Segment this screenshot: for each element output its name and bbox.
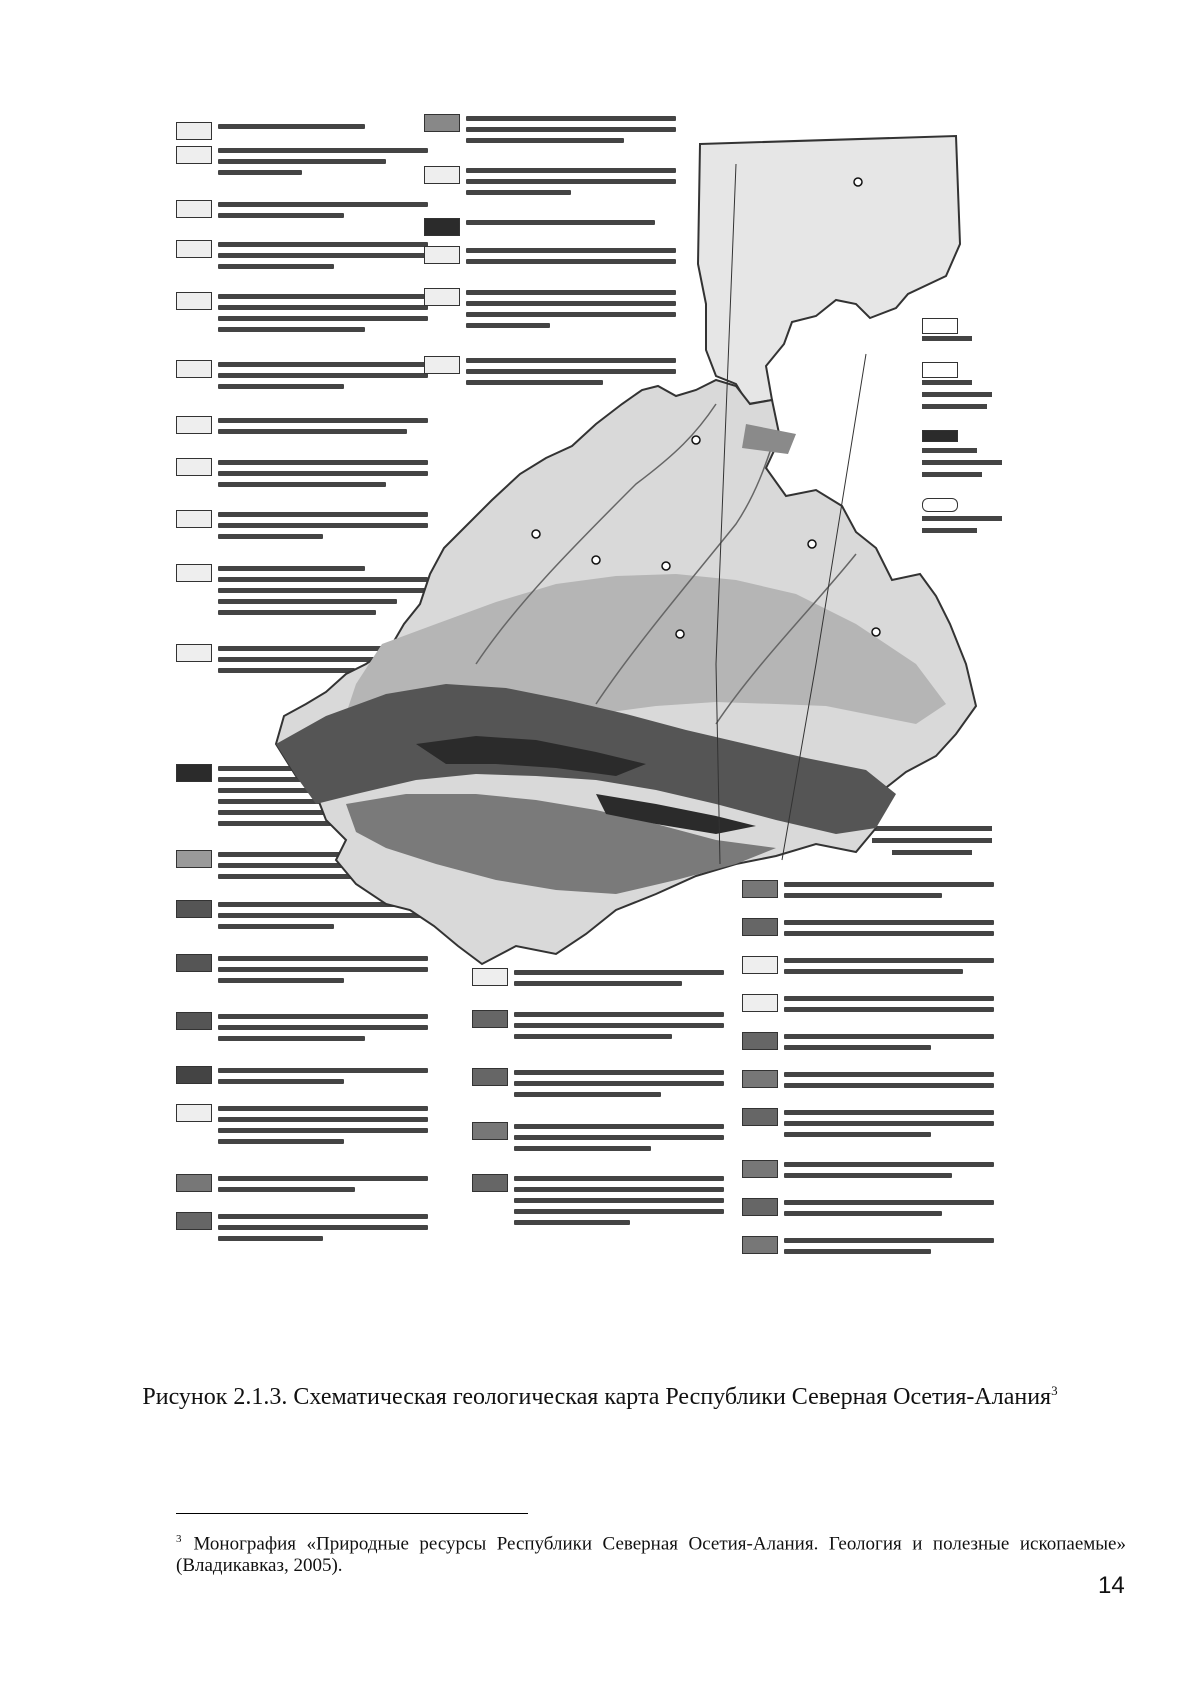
footnote-text: Монография «Природные ресурсы Республики Северная Осетия-Алания. Геология и полезные ископаемые» (Владикавказ, 2005). — [176, 1533, 1126, 1577]
settlement-marker — [662, 562, 670, 570]
caption-footnote-ref[interactable]: 3 — [1051, 1383, 1058, 1398]
footnote — [176, 1528, 1126, 1577]
page-number: 14 — [1098, 1572, 1125, 1599]
geologic-map-figure — [176, 104, 1076, 1374]
settlement-marker — [592, 556, 600, 564]
geologic-map — [176, 104, 1076, 1374]
settlement-marker — [692, 436, 700, 444]
figure-caption — [0, 1383, 1200, 1411]
footnote-marker: 3 — [176, 1533, 182, 1545]
northern-lobe-region — [698, 136, 960, 404]
settlement-marker — [676, 630, 684, 638]
settlement-marker — [854, 178, 862, 186]
caption-text: Рисунок 2.1.3. Схематическая геологическая карта Республики Северная Осетия-Алания — [142, 1384, 1052, 1410]
settlement-marker — [872, 628, 880, 636]
footnote-divider — [176, 1513, 528, 1514]
settlement-marker — [808, 540, 816, 548]
settlement-marker — [532, 530, 540, 538]
